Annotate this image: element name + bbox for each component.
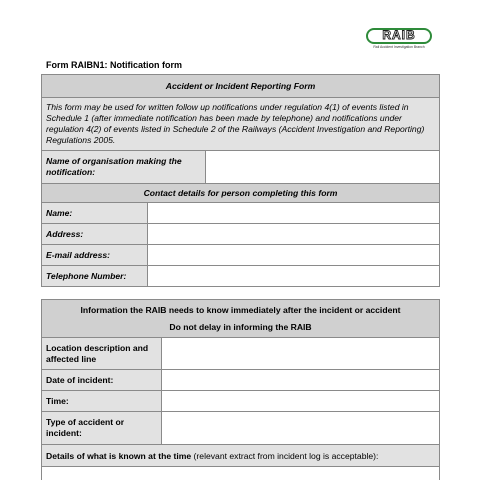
reporting-form-table — [41, 74, 440, 287]
email-field[interactable] — [148, 245, 440, 266]
incident-type-field[interactable] — [162, 412, 440, 445]
time-label: Time: — [42, 391, 162, 412]
details-label — [42, 445, 440, 467]
name-field[interactable] — [148, 203, 440, 224]
contact-details-heading: Contact details for person completing this form — [42, 184, 440, 203]
telephone-field[interactable] — [148, 266, 440, 287]
location-label: Location description and affected line — [42, 338, 162, 370]
logo-text: RAIB — [382, 28, 416, 42]
address-field[interactable] — [148, 224, 440, 245]
details-field[interactable] — [42, 467, 440, 480]
immediate-info-heading — [42, 300, 440, 338]
raib-logo — [366, 28, 432, 52]
organisation-name-field[interactable] — [206, 151, 440, 184]
date-field[interactable] — [162, 370, 440, 391]
logo-tagline: Rail Accident Investigation Branch — [373, 45, 425, 49]
form-intro-text: This form may be used for written follow up notifications under regulation 4(1) of events listed in Schedule 1 (after immediate notification has been made by telephone) and notifications under regulation 4(2) of events listed in Schedule 2 of the Railways (Accident Investigation and Reporting) Regulations 2005. — [42, 98, 440, 151]
section-heading: Accident or Incident Reporting Form — [42, 75, 440, 98]
address-label: Address: — [42, 224, 148, 245]
details-label-bold: Details of what is known at the time — [46, 450, 192, 461]
organisation-name-label: Name of organisation making the notification: — [42, 151, 206, 184]
time-field[interactable] — [162, 391, 440, 412]
location-field[interactable] — [162, 338, 440, 370]
telephone-label: Telephone Number: — [42, 266, 148, 287]
details-label-note: (relevant extract from incident log is acceptable): — [191, 450, 379, 461]
name-label: Name: — [42, 203, 148, 224]
immediate-information-table — [41, 299, 440, 480]
form-title: Form RAIBN1: Notification form — [46, 60, 182, 70]
email-label: E-mail address: — [42, 245, 148, 266]
incident-type-label: Type of accident or incident: — [42, 412, 162, 445]
date-label: Date of incident: — [42, 370, 162, 391]
immediate-info-heading-line1: Information the RAIB needs to know immediately after the incident or accident — [80, 304, 401, 315]
immediate-info-heading-line2: Do not delay in informing the RAIB — [169, 321, 312, 332]
